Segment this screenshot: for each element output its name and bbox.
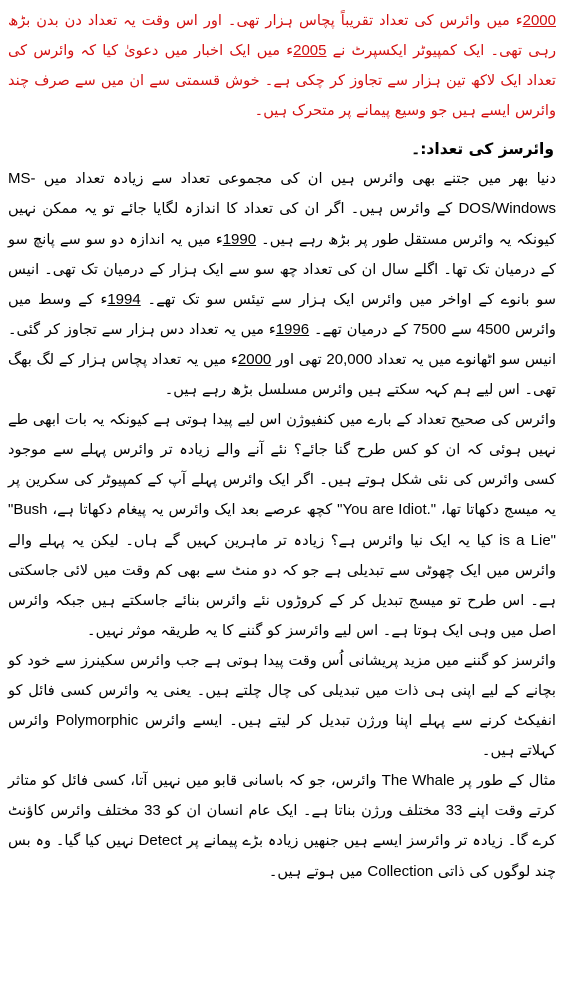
latin-term: 1994 <box>107 290 141 308</box>
text-run: وائرس کہلاتے ہیں۔ <box>8 712 556 760</box>
body-paragraph <box>8 646 556 766</box>
text-run: ء کے وسط میں وائرس <box>8 290 556 338</box>
latin-term: 2000 <box>522 12 556 29</box>
text-run: تھی اور <box>271 350 327 368</box>
body-paragraph <box>8 766 556 886</box>
text-run: وائرس، جو کہ باسانی قابو میں نہیں آتا، کسی فائل کو متاثر کرتے وقت اپنے <box>8 772 556 820</box>
latin-term: Collection <box>367 862 434 880</box>
intro-paragraph <box>8 6 556 126</box>
text-run: کیا یہ ایک نیا وائرس ہے؟ زیادہ تر ماہرین کہیں گے ہاں۔ لیکن یہ پہلے والے وائرس میں ایک چھوٹی سے تبدیلی ہے جو کہ دو منٹ سے بھی کم وقت میں لائی جاسکتی ہے۔ اس طرح تو میسج تبدیل کر کے کروڑوں نئے وائرس بنائے جاسکتے ہیں جبکہ وائرس اصل میں وہی ایک ہوتا ہے۔ اس لیے وائرسز کو گننے کا یہ طریقہ موثر نہیں۔ <box>8 531 556 639</box>
latin-term: 33 <box>445 802 463 820</box>
text-run: ء میں ایک اخبار میں دعویٰ کیا کہ وائرس کی تعداد ایک لاکھ تین ہزار سے تجاوز کر چکی ہے۔ خوش قسمتی سے ان میں سے صرف چند وائرس ایسے ہیں جو وسیع پیمانے پر متحرک ہیں۔ <box>8 42 556 120</box>
text-run: نہیں کیا گیا۔ وہ بس چند لوگوں کی ذاتی <box>8 832 556 880</box>
latin-term: 2005 <box>293 42 327 60</box>
text-run: ء میں وائرس کی تعداد تقریباً پچاس ہزار تھی۔ اور اس وقت یہ تعداد دن بدن بڑھ رہی تھی۔ ایک کمپیوٹر ایکسپرٹ نے <box>8 12 556 60</box>
text-run: وائرس کی صحیح تعداد کے بارے میں کنفیوژن اس لیے پیدا ہوتی ہے کیونکہ یہ بات ابھی طے نہیں ہوئی کہ ان کو کس طرح گنا جائے؟ نئے آنے والے زیادہ تر وائرس پہلے سے موجود کسی وائرس کی نئی شکل ہوتے ہیں۔ اگر ایک وائرس پہلے آپ کے کمپیوٹر کی سکرین پر یہ میسج دکھاتا تھا، <box>8 411 556 519</box>
latin-term: "You are Idiot." <box>337 501 437 519</box>
latin-term: 4500 <box>476 320 511 338</box>
latin-term: MS-DOS/Windows <box>8 170 556 218</box>
latin-term: 1990 <box>222 230 257 248</box>
latin-term: Polymorphic <box>55 712 139 730</box>
section-heading: وائرسز کی تعداد:۔ <box>411 140 554 159</box>
latin-term: 33 <box>144 802 161 820</box>
body-paragraph <box>8 164 556 405</box>
text-run: ء میں یہ تعداد پچاس ہزار کے لگ بھگ تھی۔ اس لیے ہم کہہ سکتے ہیں وائرس مسلسل بڑھ رہے ہیں۔ <box>8 350 556 399</box>
latin-term: 20,000 <box>326 350 373 368</box>
document <box>8 0 556 887</box>
latin-term: Detect <box>138 832 182 850</box>
latin-term: 7500 <box>412 320 447 338</box>
latin-term: 1996 <box>275 320 310 338</box>
text-run: مختلف ورژن بناتا ہے۔ ایک عام انسان ان کو <box>160 802 446 820</box>
text-run: مختلف وائرس کاؤنٹ کرے گا۔ زیادہ تر وائرسز ایسے ہیں جنھیں زیادہ بڑے پیمانے پر <box>8 802 556 850</box>
text-run: ء میں یہ اندازہ دو سو سے پانچ سو کے درمیان تک تھا۔ اگلے سال ان کی تعداد چھ سو سے ایک ہزار کے درمیان تک تھی۔ انیس سو بانوے کے اواخر میں وائرس ایک ہزار سے تیئس سو تک تھے۔ <box>8 230 556 308</box>
text-run: میں ہوتے ہیں۔ <box>268 862 368 880</box>
text-run: ء میں یہ تعداد دس ہزار سے تجاوز کر گئی۔ انیس سو اٹھانوے میں یہ تعداد <box>8 320 556 368</box>
text-run: وائرسز کو گننے میں مزید پریشانی اُس وقت پیدا ہوتی ہے جب وائرس سکینرز سے خود کو بچانے کے لیے اپنی ہی ذات میں تبدیلی کی چال چلتے ہیں۔ یعنی یہ وائرس کسی فائل کو انفیکٹ کرنے سے پہلے اپنا ورژن تبدیل کر لیتے ہیں۔ ایسے وائرس <box>8 651 556 730</box>
text-run: کچھ عرصے بعد ایک وائرس یہ پیغام دکھاتا ہے، <box>47 501 338 519</box>
text-run: دنیا بھر میں جتنے بھی وائرس ہیں ان کی مجموعی تعداد سے زیادہ تعداد میں <box>35 170 556 188</box>
body-paragraph <box>8 405 556 646</box>
text-run: کے وائرس ہیں۔ اگر ان کی تعداد کا اندازہ لگایا جائے تو یہ ممکن نہیں کیونکہ یہ وائرس مستقل طور پر بڑھ رہے ہیں۔ <box>8 200 556 248</box>
text-run: سے <box>446 320 477 338</box>
latin-term: The Whale <box>381 772 455 790</box>
text-run: مثال کے طور پر <box>454 772 556 790</box>
latin-term: "Bush is a Lie" <box>8 501 556 549</box>
latin-term: 2000 <box>237 350 272 368</box>
text-run: کے درمیان تھے۔ <box>309 320 413 338</box>
